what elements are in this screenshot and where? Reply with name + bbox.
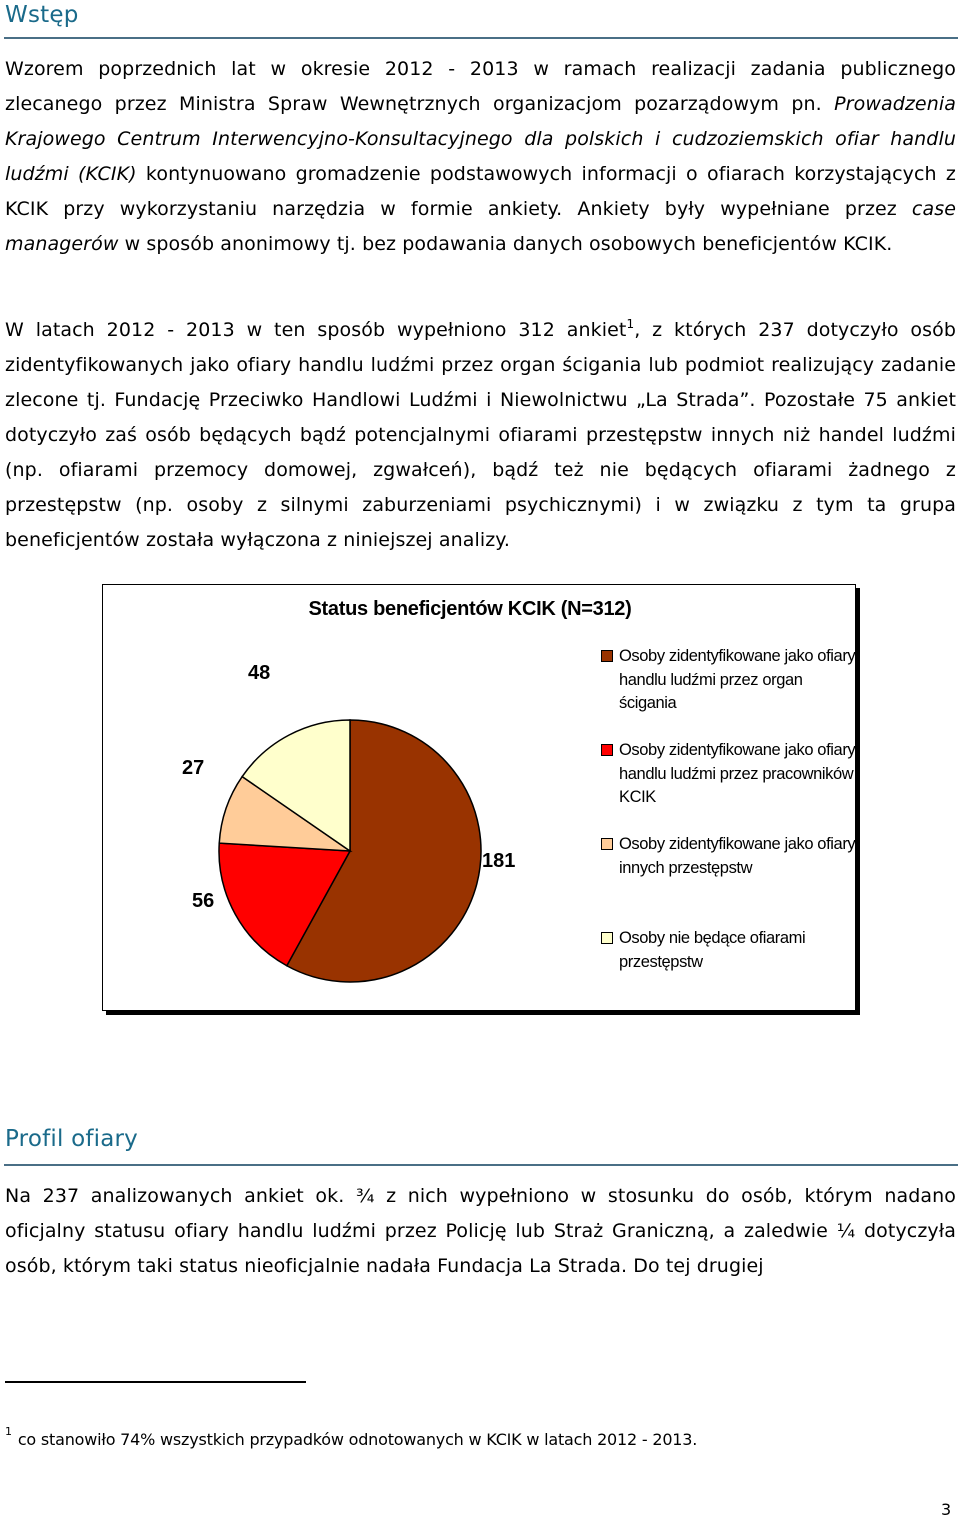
legend-swatch [601,932,613,944]
footnote-separator [5,1381,306,1383]
intro-paragraph-2 [5,313,956,558]
pie-data-label: 48 [248,662,271,684]
heading-underline [4,1164,958,1166]
intro-text-2a: W latach 2012 - 2013 w ten sposób wypełniono 312 ankiet [5,319,627,341]
section-heading-intro: Wstęp [5,2,79,28]
intro-paragraph-1 [5,52,956,262]
legend-label: Osoby zidentyfikowane jako ofiary handlu ludźmi przez organ ścigania [619,647,856,712]
intro-text-1a: Wzorem poprzednich lat w okresie 2012 - 2013 w ramach realizacji zadania publicznego zlecanego przez Ministra Spraw Wewnętrznych organizacjom pozarządowym pn. [5,58,956,115]
page-number: 3 [941,1500,952,1519]
pie-data-label: 181 [482,850,516,872]
heading-underline [4,37,958,39]
pie-data-label: 56 [192,890,215,912]
chart-shadow-bottom [106,1011,860,1015]
footnote-mark: 1 [5,1425,12,1438]
pie-data-label: 27 [182,757,205,779]
intro-text-1c: kontynuowano gromadzenie podstawowych informacji o ofiarach korzystających z KCIK przy wykorzystaniu narzędzia w formie ankiety. Ankiety były wypełniane przez [5,163,956,220]
legend-swatch [601,744,613,756]
footnote-text: co stanowiło 74% wszystkich przypadków odnotowanych w KCIK w latach 2012 - 2013. [17,1430,698,1449]
chart-title: Status beneficjentów KCIK (N=312) [308,598,632,620]
legend-label: Osoby zidentyfikowane jako ofiary innych przestępstw [619,835,856,877]
profile-paragraph-1: Na 237 analizowanych ankiet ok. ¾ z nich wypełniono w stosunku do osób, którym nadano oficjalny statusu ofiary handlu ludźmi przez Policję lub Straż Graniczną, a zaledwie ¼ dotyczyła osób, którym taki status nieoficjalnie nadała Fundacja La Strada. Do tej drugiej [5,1185,956,1277]
section-heading-profile: Profil ofiary [5,1126,138,1152]
footnote [5,1425,905,1449]
footnote-reference[interactable]: 1 [626,317,635,331]
intro-text-1d-italic: case managerów [5,198,956,255]
legend-label: Osoby zidentyfikowane jako ofiary handlu ludźmi przez pracowników KCIK [619,741,856,806]
legend-swatch [601,650,613,662]
intro-text-2b: , z których 237 dotyczyło osób zidentyfikowanych jako ofiary handlu ludźmi przez organ ścigania lub podmiot realizujący zadanie zlecone tj. Fundację Przeciwko Handlowi Ludźmi i Niewolnictwu „La Strada”. Pozostałe 75 ankiet dotyczyło zaś osób będących bądź potencjalnymi ofiarami przestępstw innych niż handel ludźmi (np. ofiarami przemocy domowej, zgwałceń), bądź też nie będących ofiarami żadnego z przestępstw (np. osoby z silnymi zaburzeniami psychicznymi) i w związku z tym ta grupa beneficjentów została wyłączona z niniejszej analizy. [5,319,956,551]
intro-text-1b-italic: Prowadzenia Krajowego Centrum Interwencyjno-Konsultacyjnego dla polskich i cudzoziemskich ofiar handlu ludźmi (KCIK) [5,93,956,185]
legend-label: Osoby nie będące ofiarami przestępstw [619,929,806,971]
intro-text-1e: w sposób anonimowy tj. bez podawania danych osobowych beneficjentów KCIK. [118,233,893,255]
legend-swatch [601,838,613,850]
